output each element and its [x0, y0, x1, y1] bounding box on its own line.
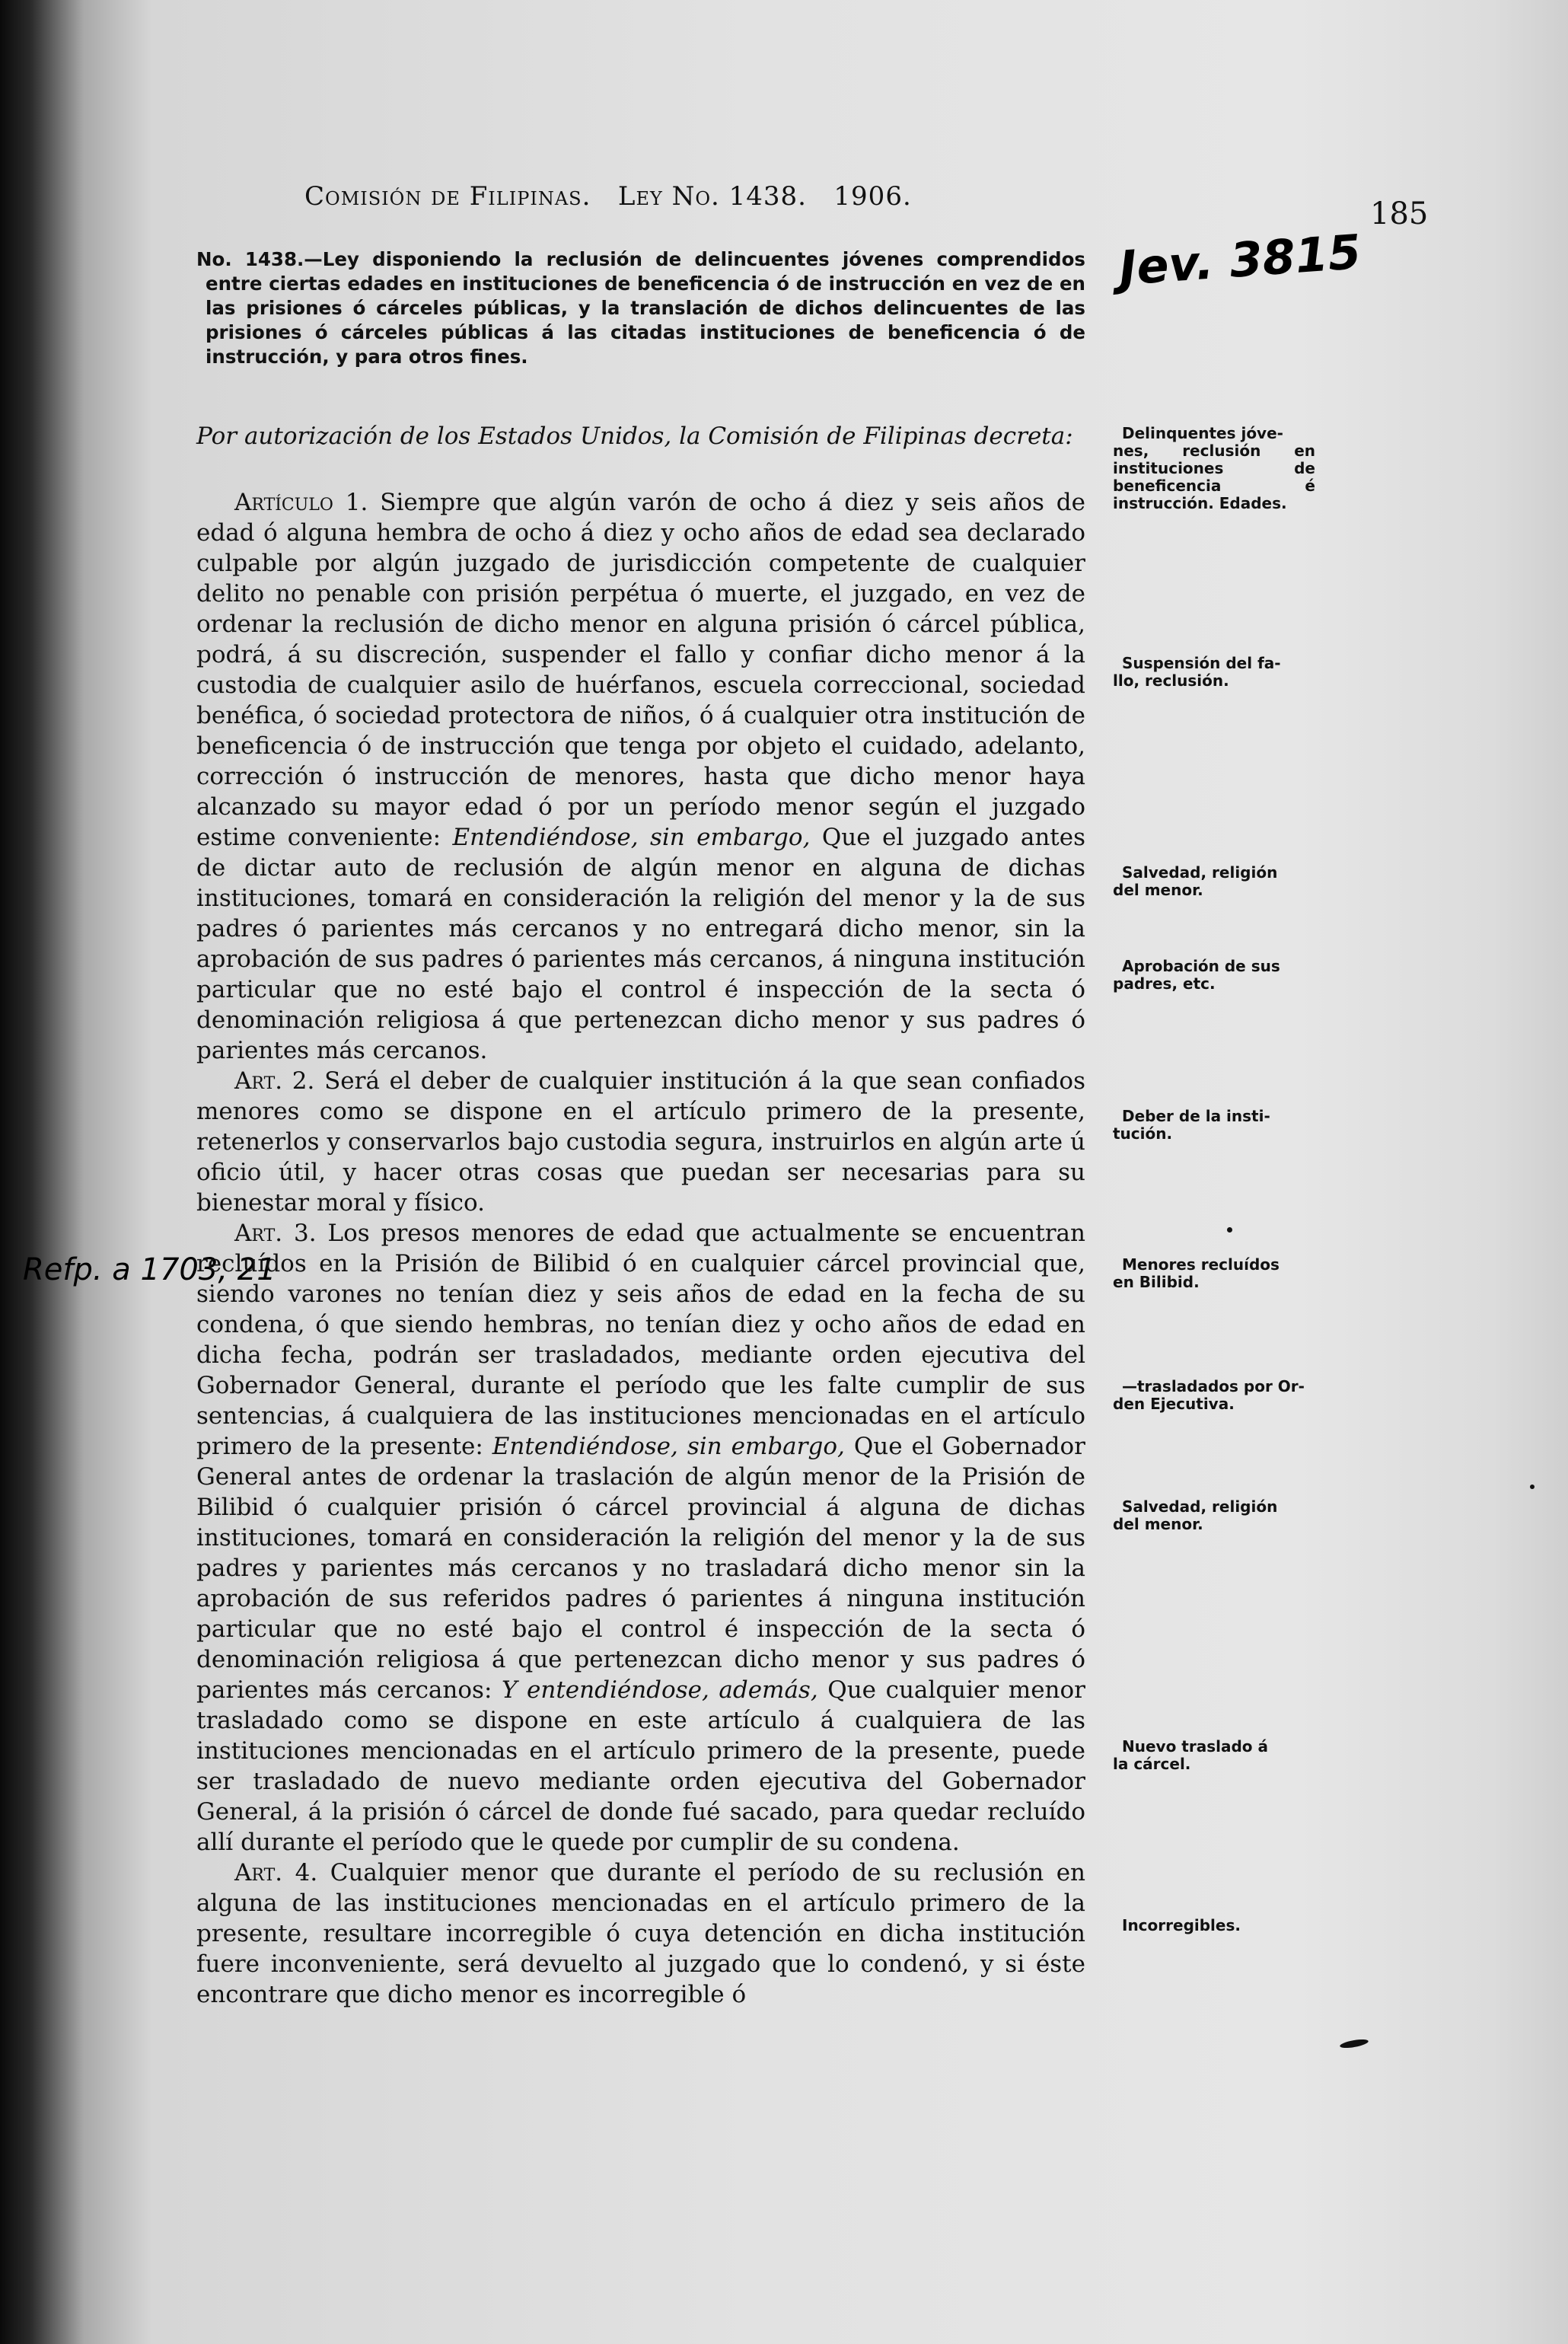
article-3-text-1: Los presos menores de edad que actualmente se encuentran recluídos en la Prisión de Bilibid ó en cualquier cárcel provincial que, siendo varones no tenían diez y seis años de edad en la fecha de su condena, ó que siendo hembras, no tenían diez y ocho años de edad en dicha fecha, podrán ser trasladados, mediante orden ejecutiva del Gobernador General, durante el período que les falte cumplir de sus sentencias, á cualquiera de las instituciones mencionadas en el artículo primero de la presente:	[196, 1220, 1085, 1460]
article-4-text: Cualquier menor que durante el período de su reclusión en alguna de las instituciones mencionadas en el artículo primero de la presente, resultare incorregible ó cuya detención en dicha institución fuere inconveniente, será devuelto al juzgado que lo condenó, y si éste encontrare que dicho menor es incorregible ó	[196, 1859, 1086, 2008]
margin-note-2: Suspensión del fa- llo, reclusión.	[1113, 654, 1281, 690]
article-2-lead: Art. 2.	[234, 1067, 315, 1095]
margin-note-8: Salvedad, religión del menor.	[1113, 1497, 1278, 1533]
article-4-lead: Art. 4.	[234, 1859, 318, 1886]
law-title-block	[196, 247, 1085, 369]
margin-note-9: Nuevo traslado á la cárcel.	[1113, 1737, 1268, 1773]
article-2	[196, 1066, 1085, 1218]
ink-speck	[1227, 1227, 1232, 1233]
margin-note-1: Delinquentes jóve- nes, reclusión en instituciones de beneficencia é instrucción. Edades.	[1113, 424, 1315, 512]
running-title-commission: Comisión de Filipinas.	[304, 181, 591, 212]
ink-speck	[1530, 1485, 1535, 1489]
margin-note-3: Salvedad, religión del menor.	[1113, 863, 1278, 899]
handwritten-annotation-top: Jev. 3815	[1117, 223, 1363, 297]
article-1-text-1: Siempre que algún varón de ocho á diez y seis años de edad ó alguna hembra de ocho á diez y ocho años de edad sea declarado culpable por algún juzgado de jurisdicción competente de cualquier delito no penable con prisión perpétua ó muerte, el juzgado, en vez de ordenar la reclusión de dicho menor en alguna prisión ó cárcel pública, podrá, á su discreción, suspender el fallo y confiar dicho menor á la custodia de cualquier asilo de huérfanos, escuela correccional, sociedad benéfica, ó sociedad protectora de niños, ó á cualquier otra institución de beneficencia ó de instrucción que tenga por objeto el cuidado, adelanto, corrección ó instrucción de menores, hasta que dicho menor haya alcanzado su mayor edad ó por un período menor según el juzgado estime conveniente:	[196, 489, 1085, 851]
ink-speck	[1340, 2038, 1369, 2049]
article-1-proviso: Entendiéndose, sin embargo,	[452, 824, 811, 851]
law-title: No. 1438.—Ley disponiendo la reclusión de delincuentes jóvenes comprendidos entre ciertas edades en instituciones de beneficencia ó de instrucción en vez de en las prisiones ó cárceles públicas, y la translación de dichos delincuentes de las prisiones ó cárceles públicas á las citadas instituciones de beneficencia ó de instrucción, y para otros fines.	[196, 248, 1085, 368]
article-4	[196, 1858, 1085, 2010]
running-title-year: 1906.	[833, 181, 912, 212]
margin-note-5: Deber de la insti- tución.	[1113, 1107, 1270, 1143]
article-3-text-3: Que cualquier menor trasladado como se dispone en este artículo á cualquiera de las instituciones mencionadas en el artículo primero de la presente, puede ser trasladado de nuevo mediante orden ejecutiva del Gobernador General, á la prisión ó cárcel de donde fué sacado, para quedar recluído allí durante el período que le quede por cumplir de su condena.	[196, 1676, 1085, 1856]
enacting-clause: Por autorización de los Estados Unidos, la Comisión de Filipinas decreta:	[196, 423, 1073, 450]
article-3-proviso-1: Entendiéndose, sin embargo,	[492, 1433, 845, 1460]
article-1-lead: Artículo 1.	[234, 489, 368, 516]
margin-note-4: Aprobación de sus padres, etc.	[1113, 957, 1280, 993]
running-title-law: Ley No. 1438.	[617, 181, 807, 212]
running-header	[304, 181, 912, 212]
article-3-text-2: Que el Gobernador General antes de ordenar la traslación de algún menor de la Prisión de Bilibid ó cualquier prisión ó cárcel provincial á alguna de dichas instituciones, tomará en consideración la religión del menor y la de sus padres y parientes más cercanos y no trasladará dicho menor sin la aprobación de sus referidos padres ó parientes á ninguna institución particular que no esté bajo el control é inspección de la secta ó denominación religiosa á que pertenezcan dicho menor y sus padres ó parientes más cercanos:	[196, 1433, 1086, 1704]
article-2-text: Será el deber de cualquier institución á la que sean confiados menores como se dispone en el artículo primero de la presente, retenerlos y conservarlos bajo custodia segura, instruirlos en algún arte ú oficio útil, y hacer otras cosas que puedan ser necesarias para su bienestar moral y físico.	[196, 1067, 1085, 1217]
article-3-proviso-2: Y entendiéndose, además,	[501, 1676, 818, 1704]
article-1-text-2: Que el juzgado antes de dictar auto de reclusión de algún menor en alguna de dichas instituciones, tomará en consideración la religión del menor y la de sus padres ó parientes más cercanos y no entregará dicho menor, sin la aprobación de sus padres ó parientes más cercanos, á ninguna institución particular que no esté bajo el control é inspección de la secta ó denominación religiosa á que pertenezcan dicho menor y sus padres ó parientes más cercanos.	[196, 824, 1085, 1064]
handwritten-annotation-left: Refp. a 1703, 21	[23, 1252, 276, 1287]
article-3	[196, 1218, 1085, 1858]
margin-note-7: —trasladados por Or- den Ejecutiva.	[1113, 1377, 1305, 1413]
law-body	[196, 487, 1085, 2010]
margin-note-6: Menores recluídos en Bilibid.	[1113, 1255, 1280, 1291]
page-number: 185	[1370, 196, 1429, 231]
article-3-lead: Art. 3.	[234, 1220, 317, 1247]
article-1	[196, 487, 1085, 1066]
margin-note-10: Incorregibles.	[1122, 1916, 1241, 1934]
